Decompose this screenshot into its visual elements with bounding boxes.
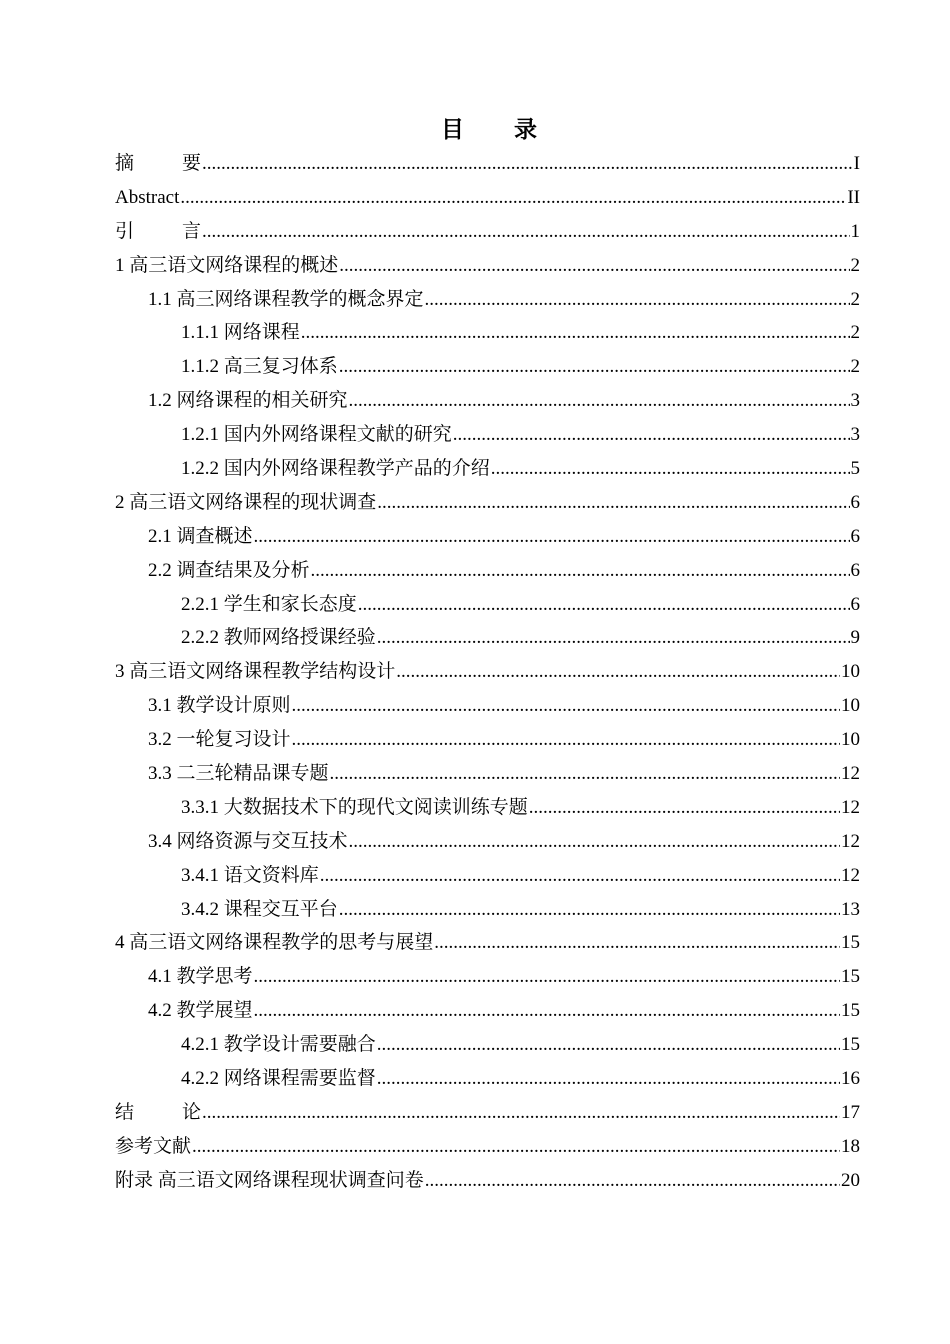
- toc-dot-leader: [491, 452, 850, 486]
- toc-entry-label: 附录 高三语文网络课程现状调查问卷: [115, 1169, 424, 1191]
- toc-entry-page-number: 6: [850, 559, 860, 581]
- toc-entry-label: 4.1 教学思考: [148, 966, 253, 988]
- toc-entry[interactable]: [115, 418, 860, 452]
- toc-dot-leader: [301, 316, 850, 350]
- toc-dot-leader: [254, 960, 840, 994]
- toc-entry-page-number: 12: [841, 830, 860, 852]
- toc-dot-leader: [377, 486, 849, 520]
- toc-entry-page-number: I: [853, 153, 860, 174]
- toc-entry[interactable]: [115, 147, 860, 181]
- toc-entry[interactable]: [115, 215, 860, 249]
- toc-dot-leader: [202, 215, 850, 249]
- toc-dot-leader: [339, 249, 849, 283]
- toc-entry-label: 3.4 网络资源与交互技术: [148, 830, 348, 852]
- toc-entry[interactable]: [115, 893, 860, 927]
- toc-entry-label: 1.1 高三网络课程教学的概念界定: [148, 288, 424, 310]
- toc-entry[interactable]: [115, 1130, 860, 1164]
- toc-dot-leader: [320, 859, 840, 893]
- toc-entry-page-number: 5: [850, 458, 860, 480]
- toc-entry-label-char: 引: [115, 220, 135, 242]
- toc-entry-page-number: 2: [850, 356, 860, 378]
- toc-entry-label: Abstract: [115, 186, 180, 208]
- toc-entry-page-number: 12: [841, 763, 860, 785]
- toc-dot-leader: [202, 1096, 840, 1130]
- toc-entry-page-number: 18: [841, 1135, 860, 1157]
- toc-entry-page-number: II: [847, 186, 860, 208]
- page-title: [0, 114, 950, 146]
- toc-entry-label: [115, 147, 201, 181]
- toc-dot-leader: [192, 1130, 840, 1164]
- toc-entry-page-number: 6: [850, 525, 860, 547]
- toc-entry-label: 4.2.1 教学设计需要融合: [181, 1034, 376, 1056]
- toc-dot-leader: [377, 1062, 840, 1096]
- toc-dot-leader: [434, 926, 840, 960]
- toc-entry-label: 1.1.1 网络课程: [181, 322, 300, 344]
- toc-entry-page-number: 20: [841, 1169, 860, 1191]
- toc-entry-page-number: 10: [841, 661, 860, 683]
- toc-entry-page-number: 12: [841, 796, 860, 818]
- toc-entry-label: 3.4.2 课程交互平台: [181, 898, 338, 920]
- toc-entry[interactable]: [115, 316, 860, 350]
- toc-entry-page-number: 15: [841, 1034, 860, 1056]
- toc-dot-leader: [202, 147, 853, 181]
- toc-entry-label-char: 要: [181, 153, 201, 174]
- toc-entry-label-char: 摘: [115, 153, 135, 174]
- toc-entry[interactable]: [115, 181, 860, 215]
- toc-entry-label: 2.2.1 学生和家长态度: [181, 593, 357, 615]
- toc-dot-leader: [330, 757, 840, 791]
- toc-entry-page-number: 10: [841, 695, 860, 717]
- toc-entry[interactable]: [115, 960, 860, 994]
- toc-entry-page-number: 15: [841, 1000, 860, 1022]
- toc-entry[interactable]: [115, 791, 860, 825]
- toc-entry[interactable]: [115, 350, 860, 384]
- toc-entry-page-number: 3: [850, 424, 860, 446]
- toc-entry[interactable]: [115, 588, 860, 622]
- toc-entry-label: 参考文献: [115, 1135, 192, 1157]
- toc-entry[interactable]: [115, 757, 860, 791]
- toc-entry[interactable]: [115, 655, 860, 689]
- toc-entry-page-number: 10: [841, 729, 860, 751]
- toc-dot-leader: [180, 181, 846, 215]
- toc-entry-label: 1.1.2 高三复习体系: [181, 356, 338, 378]
- toc-entry-label: 4.2.2 网络课程需要监督: [181, 1068, 376, 1090]
- toc-entry-label: 2.2 调查结果及分析: [148, 559, 310, 581]
- toc-entry-label: 3 高三语文网络课程教学结构设计: [115, 661, 396, 683]
- toc-dot-leader: [425, 1164, 840, 1198]
- toc-entry[interactable]: [115, 384, 860, 418]
- toc-entry-label: 2 高三语文网络课程的现状调查: [115, 491, 377, 513]
- toc-entry-label-char: 言: [181, 220, 201, 242]
- toc-entry[interactable]: [115, 452, 860, 486]
- toc-entry[interactable]: [115, 825, 860, 859]
- title-char-2: 录: [514, 117, 537, 142]
- toc-dot-leader: [358, 588, 850, 622]
- toc-entry-label: [115, 1096, 201, 1130]
- toc-dot-leader: [377, 1028, 840, 1062]
- toc-entry-label: 2.2.2 教师网络授课经验: [181, 627, 376, 649]
- toc-entry-label: 2.1 调查概述: [148, 525, 253, 547]
- toc-entry[interactable]: [115, 723, 860, 757]
- toc-entry-page-number: 15: [841, 932, 860, 954]
- toc-entry-label: 3.3.1 大数据技术下的现代文阅读训练专题: [181, 796, 528, 818]
- toc-entry-label: 3.1 教学设计原则: [148, 695, 291, 717]
- toc-entry-page-number: 6: [850, 491, 860, 513]
- toc-entry[interactable]: [115, 554, 860, 588]
- toc-entry[interactable]: [115, 486, 860, 520]
- table-of-contents: [115, 147, 860, 1198]
- toc-dot-leader: [311, 554, 850, 588]
- toc-entry-page-number: 17: [841, 1101, 860, 1123]
- toc-entry-label: [115, 215, 201, 249]
- toc-entry-label-char: 论: [181, 1101, 201, 1123]
- toc-entry-page-number: 16: [841, 1068, 860, 1090]
- toc-entry-label: 4.2 教学展望: [148, 1000, 253, 1022]
- toc-entry-page-number: 2: [850, 288, 860, 310]
- toc-entry[interactable]: [115, 689, 860, 723]
- toc-entry-page-number: 9: [850, 627, 860, 649]
- toc-dot-leader: [349, 384, 850, 418]
- toc-dot-leader: [254, 994, 840, 1028]
- toc-entry-page-number: 15: [841, 966, 860, 988]
- toc-entry-label: 1.2 网络课程的相关研究: [148, 390, 348, 412]
- toc-entry[interactable]: [115, 1062, 860, 1096]
- toc-entry-page-number: 3: [850, 390, 860, 412]
- toc-entry-label: 1.2.2 国内外网络课程教学产品的介绍: [181, 458, 490, 480]
- toc-dot-leader: [292, 723, 840, 757]
- toc-entry-label: 1.2.1 国内外网络课程文献的研究: [181, 424, 452, 446]
- toc-entry-page-number: 12: [841, 864, 860, 886]
- toc-entry[interactable]: [115, 1096, 860, 1130]
- toc-entry-page-number: 1: [850, 220, 860, 242]
- toc-entry[interactable]: [115, 994, 860, 1028]
- toc-entry-page-number: 2: [850, 322, 860, 344]
- toc-entry[interactable]: [115, 621, 860, 655]
- toc-dot-leader: [254, 520, 850, 554]
- toc-dot-leader: [453, 418, 850, 452]
- toc-entry-label: 4 高三语文网络课程教学的思考与展望: [115, 932, 434, 954]
- toc-entry[interactable]: [115, 859, 860, 893]
- toc-entry-page-number: 6: [850, 593, 860, 615]
- toc-dot-leader: [339, 893, 840, 927]
- toc-entry-label: 3.4.1 语文资料库: [181, 864, 319, 886]
- toc-entry[interactable]: [115, 926, 860, 960]
- title-char-1: 目: [441, 117, 464, 142]
- toc-dot-leader: [377, 621, 850, 655]
- toc-entry-label: 3.3 二三轮精品课专题: [148, 763, 329, 785]
- toc-dot-leader: [292, 689, 840, 723]
- toc-entry-label-char: 结: [115, 1101, 135, 1123]
- toc-entry[interactable]: [115, 283, 860, 317]
- toc-entry[interactable]: [115, 520, 860, 554]
- toc-entry-page-number: 13: [841, 898, 860, 920]
- toc-dot-leader: [425, 283, 850, 317]
- toc-dot-leader: [396, 655, 840, 689]
- toc-entry-label: 1 高三语文网络课程的概述: [115, 254, 339, 276]
- toc-dot-leader: [529, 791, 840, 825]
- toc-entry[interactable]: [115, 1164, 860, 1198]
- toc-entry-page-number: 2: [850, 254, 860, 276]
- toc-dot-leader: [339, 350, 850, 384]
- toc-entry-label: 3.2 一轮复习设计: [148, 729, 291, 751]
- toc-entry[interactable]: [115, 1028, 860, 1062]
- toc-entry[interactable]: [115, 249, 860, 283]
- toc-dot-leader: [349, 825, 840, 859]
